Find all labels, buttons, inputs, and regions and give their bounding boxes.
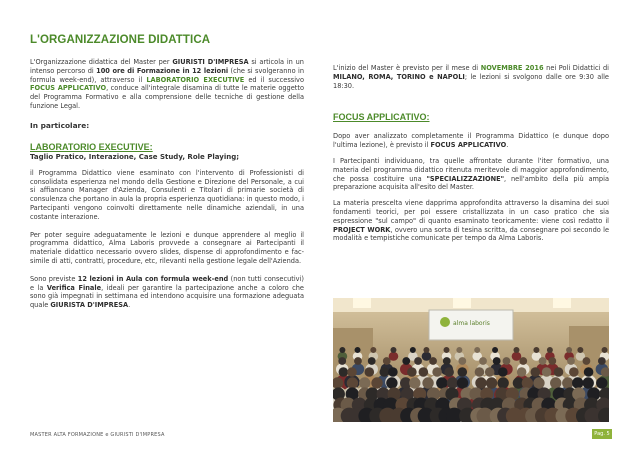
body-text: si articola in un intenso percorso di — [30, 58, 304, 75]
left-column — [30, 34, 304, 317]
participants-paragraph — [333, 157, 609, 192]
body-text: (non tutti consecutivi) e la — [30, 274, 304, 292]
classroom-photo — [333, 298, 609, 422]
body-text: La materia prescelta viene dapprima approfondita attraverso la disamina dei suoi fondamenti teorici, per poi essere cristallizzata in un caso pratico che sia espressione "sul campo" di quanto esaminato teoricamente: viene così redatto il — [333, 199, 609, 225]
start-paragraph — [333, 64, 609, 90]
body-text: Dopo aver analizzato completamente il Programma Didattico (e dunque dopo l'ultima lezione), è previsto il — [333, 132, 609, 150]
emphasis-text: "SPECIALIZZAZIONE" — [426, 174, 505, 183]
classroom-photo-icon — [333, 298, 609, 422]
laboratorio-subheading: Taglio Pratico, Interazione, Case Study, Role Playing; — [30, 152, 240, 161]
body-text: nei Poli Didattici di — [543, 64, 609, 72]
body-text: I Partecipanti individuano, tra quelle affrontate durante l'iter formativo, una materia del programma didattico ritenuta meritevole di maggior approfondimento, che possa costituire una — [333, 156, 609, 183]
page-number-badge: Pag. 5 — [592, 429, 612, 439]
right-column — [333, 34, 609, 250]
body-text: L'inizio del Master è previsto per il mese di — [333, 64, 481, 72]
footer-title: MASTER ALTA FORMAZIONE e GIURISTI D'IMPRESA — [30, 432, 165, 438]
body-text: . — [128, 301, 131, 310]
project-paragraph — [333, 199, 609, 243]
emphasis-text: GIURISTI D'IMPRESA — [172, 58, 249, 66]
intro-paragraph — [30, 58, 304, 111]
emphasis-text: 100 ore di Formazione in 12 lezioni — [96, 66, 229, 75]
body-text: L'Organizzazione didattica del Master per — [30, 58, 173, 66]
laboratorio-heading: LABORATORIO EXECUTIVE: — [30, 141, 153, 152]
schedule-paragraph — [30, 275, 304, 310]
emphasis-text: FOCUS APPLICATIVO — [30, 84, 107, 93]
focus-heading: FOCUS APPLICATIVO: — [333, 112, 430, 123]
emphasis-text: Verifica Finale — [46, 283, 102, 292]
page-title: L'ORGANIZZAZIONE DIDATTICA — [30, 34, 211, 46]
body-text: (che si svolgeranno in formula week-end), attraverso il — [30, 66, 304, 84]
body-text: , conduce all'integrale disamina di tutte le materie oggetto del Programma Formativo e alla comprensione delle tecniche di gestione della funzione Legal. — [30, 84, 304, 110]
emphasis-text: FOCUS APPLICATIVO — [430, 141, 507, 150]
body-text: , ideali per garantire la partecipazione anche a coloro che sono già impegnati in settimana ed intendono acquisire una formazione adeguata quale — [30, 283, 304, 310]
emphasis-text: LABORATORIO EXECUTIVE — [146, 75, 245, 84]
materials-paragraph: Per poter seguire adeguatamente le lezioni e dunque apprendere al meglio il programma didattico, Alma Laboris provvede a consegnare ai Partecipanti il materiale didattico necessario ovvero slides, dispense di approfondimento e fac-simile di atti, contratti, procedure, etc, rilevanti nella gestione legale dell'Azienda. — [30, 230, 304, 265]
laboratorio-paragraph: il Programma Didattico viene esaminato con l'intervento di Professionisti di consolidata esperienza nel mondo della Gestione e Direzione del Personale, a cui si affiancano Manager d'Azienda, Consulenti e Titolari di primarie società di consulenza che portano in aula la propria esperienza quotidiana: in questo modo, i Partecipanti vengono coinvolti direttamente nelle dinamiche aziendali, in una costante interazione. — [30, 168, 304, 221]
emphasis-text: NOVEMBRE 2016 — [480, 64, 544, 72]
body-text: ed il successivo — [244, 75, 304, 84]
body-text: ; le lezioni si svolgono dalle ore 9:30 alle 18:30. — [333, 72, 609, 90]
emphasis-text: GIURISTA D'IMPRESA — [50, 301, 129, 310]
body-text: , ovvero una sorta di tesina scritta, da consegnare poi secondo le modalità e tempistiche comunicate per tempo da Alma Laboris. — [333, 225, 610, 243]
emphasis-text: PROJECT WORK — [333, 225, 391, 234]
body-text: . — [506, 141, 509, 150]
body-text: , nell'ambito della più ampia preparazione acquisita all'esito del Master. — [333, 174, 609, 192]
emphasis-text: 12 lezioni in Aula con formula week-end — [77, 274, 229, 283]
banner-text: alma laboris — [453, 320, 490, 327]
focus-paragraph — [333, 132, 609, 150]
emphasis-text: MILANO, ROMA, TORINO e NAPOLI — [333, 72, 465, 81]
body-text: Sono previste — [30, 274, 78, 283]
in-particolare-label: In particolare: — [30, 120, 90, 130]
